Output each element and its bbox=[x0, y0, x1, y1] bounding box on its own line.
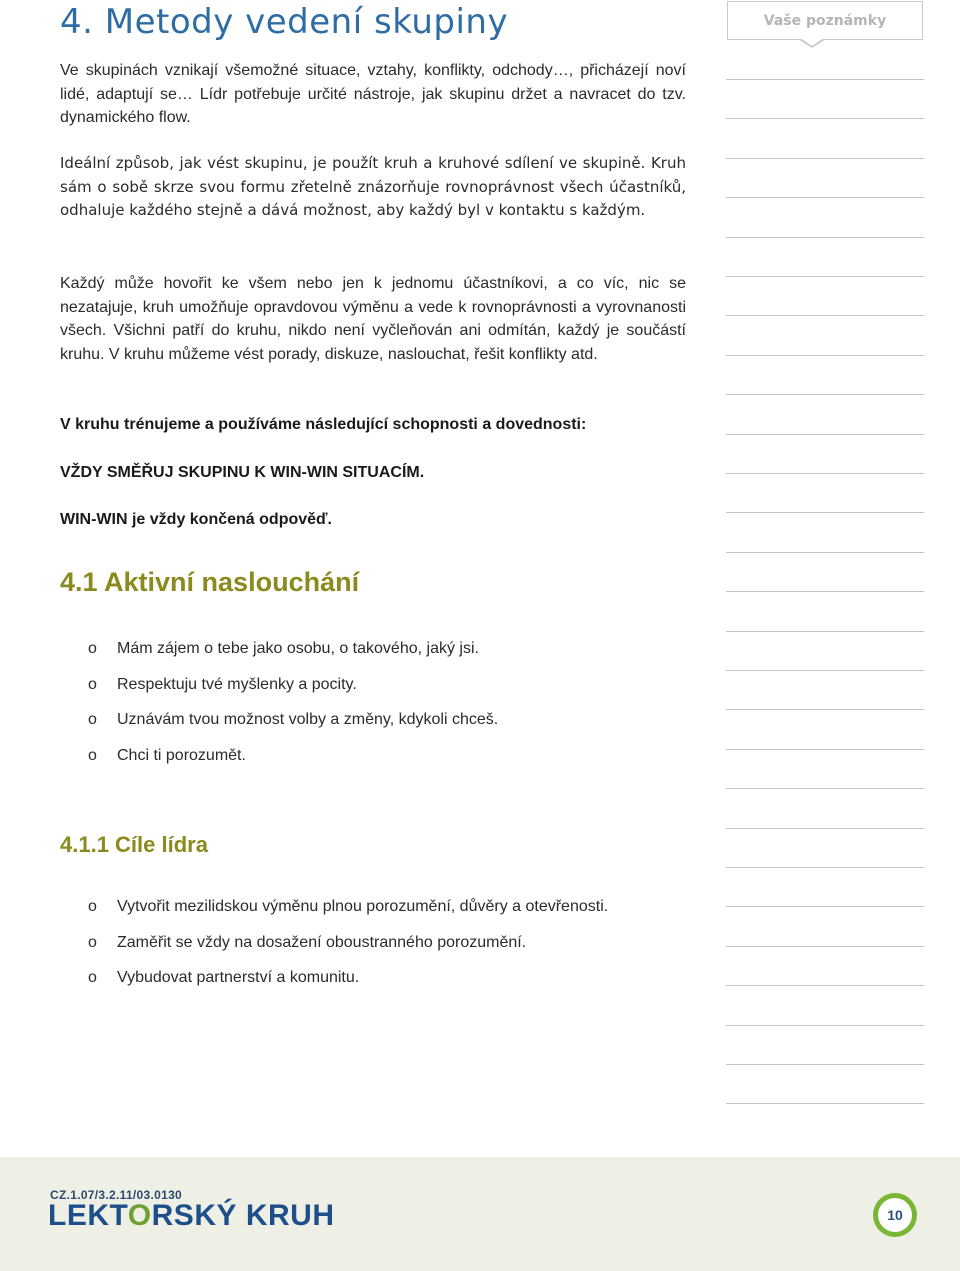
list-item: o Chci ti porozumět. bbox=[88, 746, 246, 764]
note-line bbox=[726, 197, 924, 198]
page-number-badge bbox=[873, 1193, 917, 1237]
note-line bbox=[726, 237, 924, 238]
skills-intro: V kruhu trénujeme a používáme následující schopnosti a dovednosti: bbox=[60, 416, 587, 433]
note-line bbox=[726, 906, 924, 907]
list-item: o Uznávám tvou možnost volby a změny, kdykoli chceš. bbox=[88, 711, 499, 728]
note-line bbox=[726, 158, 924, 159]
note-line bbox=[726, 394, 924, 395]
note-line bbox=[726, 79, 924, 80]
paragraph-intro: Ve skupinách vznikají všemožné situace, vztahy, konflikty, odchody…, přicházejí noví lidé, adaptují se… Lídr potřebuje určité nástroje, jak skupinu držet a navracet do tzv. dynamického flow. bbox=[60, 62, 686, 126]
note-line bbox=[726, 315, 924, 316]
list-item: o Vytvořit mezilidskou výměnu plnou porozumění, důvěry a otevřenosti. bbox=[88, 898, 609, 915]
list-bullet: o bbox=[88, 640, 97, 657]
note-line bbox=[726, 591, 924, 592]
page-number: 10 bbox=[878, 1198, 912, 1232]
note-line bbox=[726, 434, 924, 435]
note-line bbox=[726, 1064, 924, 1065]
note-line bbox=[726, 670, 924, 671]
list-item: o Vybudovat partnerství a komunitu. bbox=[88, 969, 360, 986]
page-title: 4. Metody vedení skupiny bbox=[60, 2, 509, 42]
section-title-leader-goals: 4.1.1 Cíle lídra bbox=[60, 832, 208, 857]
list-bullet: o bbox=[88, 711, 97, 728]
note-line bbox=[726, 1103, 924, 1104]
note-line bbox=[726, 473, 924, 474]
leader-goals-list bbox=[60, 898, 700, 1005]
brand-logo: LEKTORSKÝ KRUH bbox=[48, 1199, 335, 1232]
note-line bbox=[726, 512, 924, 513]
note-line bbox=[726, 867, 924, 868]
note-line bbox=[726, 552, 924, 553]
note-line bbox=[726, 828, 924, 829]
list-item: o Mám zájem o tebe jako osobu, o takového, jaký jsi. bbox=[88, 640, 479, 657]
note-line bbox=[726, 276, 924, 277]
note-line bbox=[726, 788, 924, 789]
note-line bbox=[726, 985, 924, 986]
notes-header: Vaše poznámky bbox=[727, 1, 923, 40]
note-line bbox=[726, 709, 924, 710]
note-line bbox=[726, 118, 924, 119]
project-code: CZ.1.07/3.2.11/03.0130 bbox=[50, 1188, 183, 1202]
note-line bbox=[726, 946, 924, 947]
list-bullet: o bbox=[88, 675, 97, 693]
list-bullet: o bbox=[88, 898, 97, 915]
section-title-active-listening: 4.1 Aktivní naslouchání bbox=[60, 567, 360, 597]
note-line bbox=[726, 749, 924, 750]
active-listening-list bbox=[60, 640, 700, 782]
list-bullet: o bbox=[88, 746, 97, 764]
note-line bbox=[726, 355, 924, 356]
win-win-directive: VŽDY SMĚŘUJ SKUPINU K WIN-WIN SITUACÍM. bbox=[60, 464, 425, 481]
win-win-answer: WIN-WIN je vždy končená odpověď. bbox=[60, 511, 332, 528]
paragraph-circle: Ideální způsob, jak vést skupinu, je použít kruh a kruhové sdílení ve skupině. Kruh sám o sobě skrze svou formu zřetelně znázorňuje rovnoprávnost všech účastníků, odhaluje každého stejně a dává možnost, aby každý byl v kontaktu s každým. bbox=[60, 154, 686, 219]
note-line bbox=[726, 631, 924, 632]
list-bullet: o bbox=[88, 933, 97, 951]
note-line bbox=[726, 1025, 924, 1026]
list-item: o Respektuju tvé myšlenky a pocity. bbox=[88, 675, 357, 693]
list-bullet: o bbox=[88, 969, 97, 986]
list-item: o Zaměřit se vždy na dosažení oboustranného porozumění. bbox=[88, 933, 527, 951]
paragraph-everyone: Každý může hovořit ke všem nebo jen k jednomu účastníkovi, a co víc, nic se nezatajuje, kruh umožňuje opravdovou výměnu a vede k rovnoprávnosti a vyrovnanosti všech. Všichni patří do kruhu, nikdo není vyčleňován ani odmítán, každý je součástí kruhu. V kruhu můžeme vést porady, diskuze, naslouchat, řešit konflikty atd. bbox=[60, 275, 686, 363]
